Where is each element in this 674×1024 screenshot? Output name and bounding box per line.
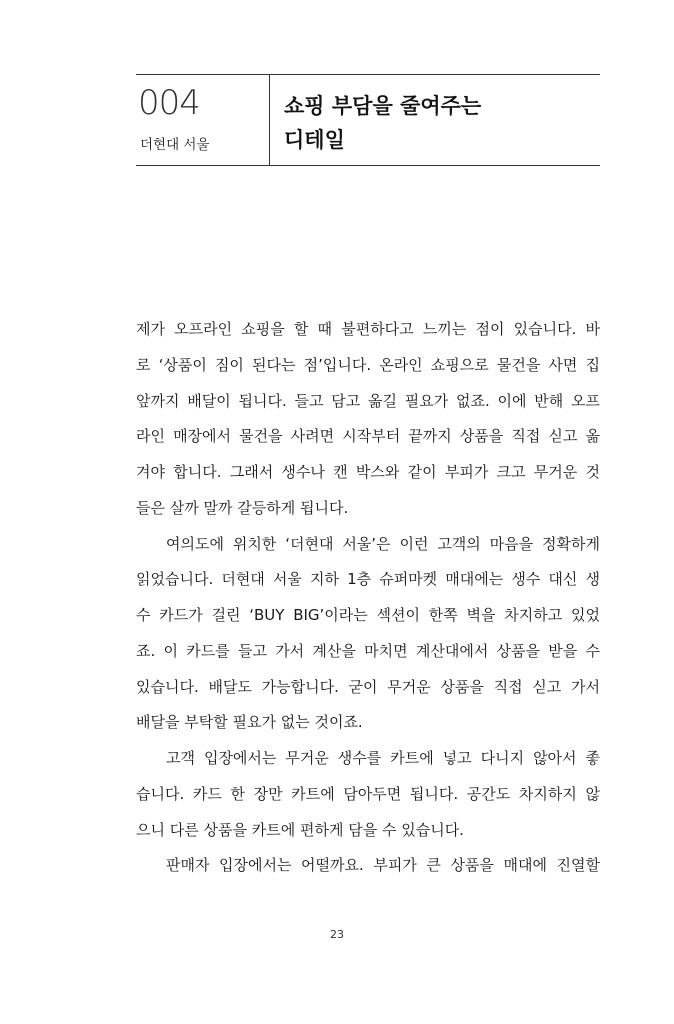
chapter-number: 004 (138, 83, 200, 123)
body-line: 앞까지 배달이 됩니다. 들고 담고 옮길 필요가 없죠. 이에 반해 오프 (136, 391, 600, 410)
body-line: 죠. 이 카드를 들고 가서 계산을 마치면 계산대에서 상품을 받을 수 (136, 641, 600, 660)
body-line: 들은 살까 말까 갈등하게 됩니다. (136, 498, 349, 517)
body-line: 라인 매장에서 물건을 사려면 시작부터 끝까지 상품을 직접 싣고 옮 (136, 427, 600, 446)
body-line: 으니 다른 상품을 카트에 편하게 담을 수 있습니다. (136, 820, 464, 839)
body-line: 판매자 입장에서는 어떨까요. 부피가 큰 상품을 매대에 진열할 (166, 856, 600, 875)
body-line: 배달을 부탁할 필요가 없는 것이죠. (136, 713, 363, 732)
body-line: 여의도에 위치한 ‘더현대 서울’은 이런 고객의 마음을 정확하게 (166, 534, 600, 553)
body-text (136, 312, 600, 884)
body-line: 고객 입장에서는 무거운 생수를 카트에 넣고 다니지 않아서 좋 (166, 749, 600, 767)
body-line: 겨야 합니다. 그래서 생수나 캔 박스와 같이 부피가 크고 무거운 것 (136, 463, 600, 481)
page-number: 23 (330, 928, 344, 941)
body-line: 로 ‘상품이 짐이 된다는 점’입니다. 온라인 쇼핑으로 물건을 사면 집 (136, 355, 600, 374)
body-line: 습니다. 카드 한 장만 카트에 담아두면 됩니다. 공간도 차지하지 않 (136, 784, 600, 803)
body-line: 제가 오프라인 쇼핑을 할 때 불편하다고 느끼는 점이 있습니다. 바 (136, 320, 600, 338)
header-divider (269, 75, 270, 165)
body-line: 읽었습니다. 더현대 서울 지하 1층 슈퍼마켓 매대에는 생수 대신 생 (136, 570, 600, 589)
chapter-header (136, 74, 600, 166)
body-line: 수 카드가 걸린 ‘BUY BIG’이라는 섹션이 한쪽 벽을 차지하고 있었 (136, 606, 600, 624)
store-name: 더현대 서울 (140, 137, 210, 153)
chapter-title: 쇼핑 부담을 줄여주는 디테일 (284, 94, 482, 152)
body-line: 있습니다. 배달도 가능합니다. 굳이 무거운 상품을 직접 싣고 가서 (136, 677, 600, 696)
